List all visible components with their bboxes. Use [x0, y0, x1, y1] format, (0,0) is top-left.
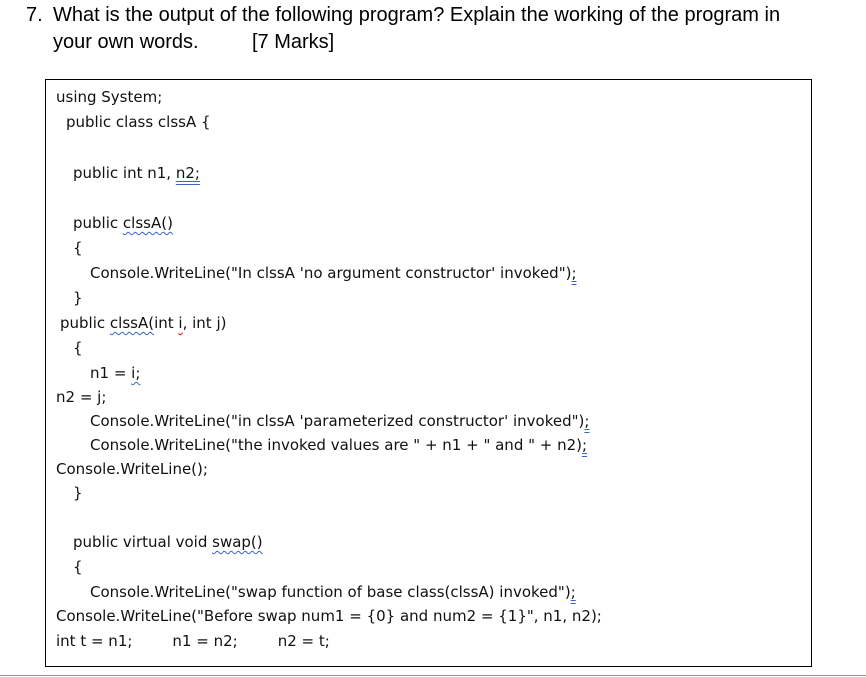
code-text: n1 = n2;	[172, 632, 238, 650]
code-line-19: Console.WriteLine("Before swap num1 = {0} and num2 = {1}", n1, n2);	[56, 607, 602, 625]
code-line-4	[73, 213, 173, 233]
code-text: public	[60, 314, 110, 332]
code-line-11: n2 = j;	[56, 388, 107, 406]
code-text: , int j)	[182, 314, 227, 332]
code-text-flagged: ;	[582, 436, 588, 454]
code-text: public	[73, 214, 123, 232]
code-box	[45, 79, 812, 667]
code-text: int t = n1;	[56, 632, 133, 650]
code-text: Console.WriteLine("swap function of base class(clssA) invoked")	[90, 583, 571, 601]
code-text-flagged: ;	[570, 583, 576, 601]
code-text: int	[154, 314, 179, 332]
code-line-16	[73, 532, 263, 552]
bottom-divider	[0, 675, 866, 676]
question-block	[26, 2, 780, 56]
code-line-6	[90, 263, 577, 283]
code-line-17: {	[73, 558, 83, 576]
code-text-flagged: n2;	[175, 164, 200, 182]
code-text-flagged: ;	[571, 264, 577, 282]
code-text: n2 = t;	[277, 632, 330, 650]
code-line-1: using System;	[56, 88, 163, 106]
question-line-2	[26, 29, 780, 56]
code-line-3	[73, 163, 200, 183]
code-text: public int n1,	[73, 164, 176, 182]
code-text: public virtual void	[73, 533, 213, 551]
code-text-flagged: clssA()	[122, 214, 173, 232]
code-line-15: }	[73, 484, 83, 502]
code-line-12	[90, 411, 589, 431]
code-text: n1 =	[90, 364, 132, 382]
code-text-flagged: ;	[584, 412, 590, 430]
code-line-14: Console.WriteLine();	[56, 460, 208, 478]
code-line-8	[60, 313, 226, 333]
marks-label: [7 Marks]	[252, 31, 335, 53]
code-line-10	[90, 363, 140, 383]
code-text: Console.WriteLine("In clssA 'no argument constructor' invoked")	[90, 264, 572, 282]
code-line-18	[90, 582, 576, 602]
question-number: 7.	[26, 4, 43, 26]
code-text: Console.WriteLine("in clssA 'parameterized constructor' invoked")	[90, 412, 585, 430]
code-line-2: public class clssA {	[66, 113, 211, 131]
code-line-13	[90, 435, 587, 455]
question-text: What is the output of the following program? Explain the working of the program in	[53, 4, 781, 26]
code-text-flagged: i	[178, 314, 183, 332]
code-text-flagged: swap()	[212, 533, 263, 551]
question-text-continued: your own words.	[53, 31, 199, 53]
code-line-20	[56, 631, 330, 651]
code-text-flagged: i;	[131, 364, 141, 382]
code-text: Console.WriteLine("the invoked values are " + n1 + " and " + n2)	[90, 436, 583, 454]
code-line-9: {	[73, 339, 83, 357]
code-text-flagged: clssA(	[109, 314, 155, 332]
question-line-1	[26, 2, 780, 29]
code-line-5: {	[73, 239, 83, 257]
code-line-7: }	[73, 289, 83, 307]
